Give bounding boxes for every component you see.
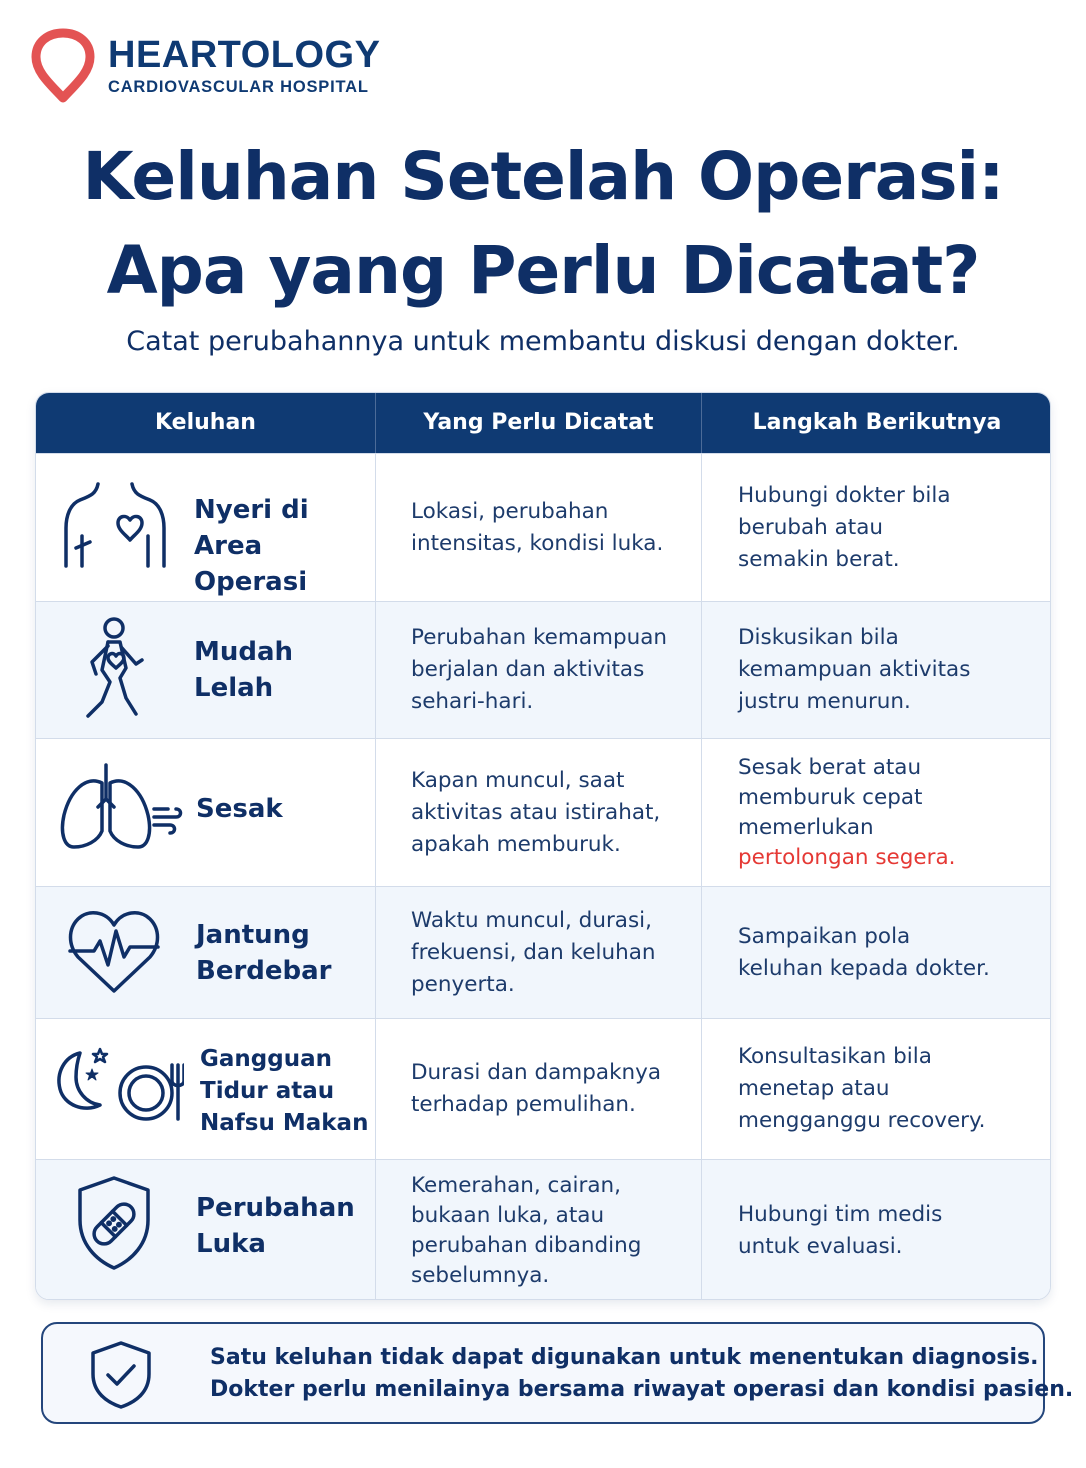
moon-plate-icon <box>50 1045 184 1125</box>
table-row <box>36 1018 1051 1159</box>
table-row <box>36 738 1051 886</box>
symptom-cell <box>36 887 375 1018</box>
next-step-cell: Hubungi dokter bila berubah atau semakin berat. <box>701 454 1051 601</box>
symptom-name: Sesak <box>196 794 283 824</box>
symptom-name: Gangguan Tidur atau Nafsu Makan <box>200 1046 369 1136</box>
page-subtitle: Catat perubahannya untuk membantu diskusi dengan dokter. <box>126 326 960 357</box>
next-step-cell: Sampaikan pola keluhan kepada dokter. <box>701 887 1051 1018</box>
note-cell: Kapan muncul, saat aktivitas atau istirahat, apakah memburuk. <box>375 739 701 886</box>
heart-pin-icon <box>30 28 96 104</box>
table-header <box>36 393 1051 453</box>
disclaimer-text: Satu keluhan tidak dapat digunakan untuk menentukan diagnosis. Dokter perlu menilainya bersama riwayat operasi dan kondisi pasien. <box>210 1345 1074 1402</box>
note-cell: Kemerahan, cairan, bukaan luka, atau perubahan dibanding sebelumnya. <box>375 1160 701 1300</box>
note-cell: Waktu muncul, durasi, frekuensi, dan keluhan penyerta. <box>375 887 701 1018</box>
lungs-icon <box>58 761 188 853</box>
alert-text: pertolongan segera. <box>738 844 956 870</box>
note-cell: Perubahan kemampuan berjalan dan aktivitas sehari-hari. <box>375 602 701 738</box>
table-row <box>36 601 1051 738</box>
header-langkah-berikutnya: Langkah Berikutnya <box>701 393 1051 453</box>
symptom-cell <box>36 454 375 601</box>
title-line-2: Apa yang Perlu Dicatat? <box>106 232 980 309</box>
symptom-name: Nyeri di Area Operasi <box>194 495 309 597</box>
next-step-cell: Sesak berat atau memburuk cepat memerlukan pertolongan segera. <box>701 739 1051 886</box>
title-line-1: Keluhan Setelah Operasi: <box>82 138 1004 215</box>
brand-subtitle: CARDIOVASCULAR HOSPITAL <box>108 78 369 96</box>
note-cell: Lokasi, perubahan intensitas, kondisi luka. <box>375 454 701 601</box>
table-row <box>36 1159 1051 1300</box>
symptom-cell <box>36 602 375 738</box>
symptom-cell <box>36 739 375 886</box>
table-row <box>36 453 1051 601</box>
symptom-name: Mudah Lelah <box>194 637 294 703</box>
header-keluhan: Keluhan <box>155 410 256 435</box>
note-cell: Durasi dan dampaknya terhadap pemulihan. <box>375 1019 701 1159</box>
header-yang-perlu-dicatat: Yang Perlu Dicatat <box>375 393 701 453</box>
shield-check-icon <box>88 1340 154 1410</box>
next-step-cell: Konsultasikan bila menetap atau mengganggu recovery. <box>701 1019 1051 1159</box>
heartbeat-icon <box>66 907 162 995</box>
next-step-cell: Hubungi tim medis untuk evaluasi. <box>701 1160 1051 1300</box>
table-row <box>36 886 1051 1018</box>
symptom-name: Perubahan Luka <box>196 1193 355 1259</box>
disclaimer-box <box>41 1322 1074 1424</box>
symptom-cell <box>36 1160 375 1300</box>
shield-bandage-icon <box>74 1174 154 1272</box>
symptom-table <box>35 392 1051 1300</box>
symptom-cell <box>36 1019 375 1159</box>
brand-name: HEARTOLOGY <box>108 34 381 76</box>
page-title <box>0 130 1086 318</box>
next-step-cell: Diskusikan bila kemampuan aktivitas justru menurun. <box>701 602 1051 738</box>
chest-heart-icon <box>60 476 170 576</box>
walking-person-icon <box>80 616 150 724</box>
symptom-name: Jantung Berdebar <box>196 920 332 986</box>
